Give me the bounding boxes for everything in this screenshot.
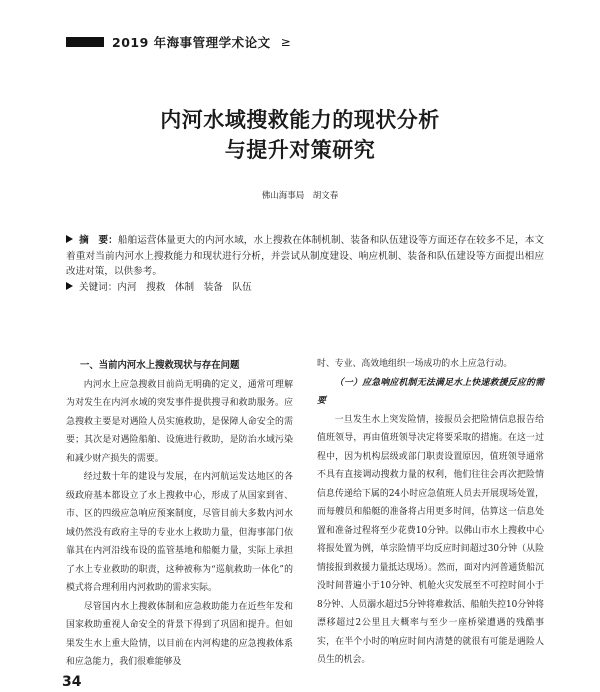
header-bar-decoration — [66, 37, 104, 47]
keywords-text: 内河 搜救 体制 装备 队伍 — [117, 281, 252, 293]
running-header-mark: ≥ — [280, 35, 291, 49]
abstract-paragraph — [66, 233, 544, 280]
body-paragraph: 内河水上应急搜救目前尚无明确的定义，通常可理解为对发生在内河水域的突发事件提供搜寻和救助服务。应急搜救主要是对遇险人员实施救助，是保障人命安全的需要；其次是对遇险船舶、设施进行救助，是防治水域污染和减少财产损失的需要。 — [66, 379, 293, 464]
page-number: 34 — [62, 674, 82, 690]
running-header — [66, 33, 291, 51]
running-header-text: 2019 年海事管理学术论文 — [112, 35, 271, 50]
body-paragraph: 经过数十年的建设与发展，在内河航运发达地区的各级政府基本都设立了水上搜救中心，形成了从国家到省、市、区的四级应急响应预案制度，尽管目前大多数内河水域仍然没有政府主导的专业水上救助力量，但海事部门依靠其在内河沿线布设的监管基地和船艇力量，实际上承担了水上专业救助的职责，这种被称为“巡航救助一体化”的模式将合理利用内河救助的需求实际。 — [66, 472, 293, 593]
left-column — [66, 357, 293, 672]
abstract-block — [66, 233, 544, 295]
abstract-text: 船舶运营体量更大的内河水域，水上搜救在体制机制、装备和队伍建设等方面还存在较多不足，本文着重对当前内河水上搜救能力和现状进行分析，并尝试从制度建设、响应机制、装备和队伍建设等方面提出相应改进对策，以供参考。 — [66, 235, 544, 277]
bullet-triangle-icon — [66, 235, 73, 243]
right-column — [317, 355, 544, 670]
author-line: 佛山海事局 胡文春 — [261, 191, 339, 201]
bullet-triangle-icon — [66, 282, 73, 290]
subsection-heading: （一）应急响应机制无法满足水上快速救援反应的需要 — [317, 377, 544, 406]
body-paragraph-continued: 时、专业、高效地组织一场成功的水上应急行动。 — [317, 359, 513, 369]
keywords-label: 关键词： — [79, 281, 118, 293]
body-paragraph: 一旦发生水上突发险情，接报员会把险情信息报告给值班领导，再由值班领导决定将要采取的措施。在这一过程中，因为机构层级或部门职责设置原因，值班领导通常不具有直接调动搜救力量的权利，他们往往会再次把险情信息传递给下属的24小时应急值班人员去开展现场处置，而每艘员和船艇的准备将占用更多时间，估算这一信息处置和准备过程将至少花费10分钟。以佛山市水上搜救中心将报处置为例，单宗险情平均反应时间超过30分钟（从险情接报到救援力量抵达现场）。然而，面对内河普通货船沉没时间普遍小于10分钟、机舱火灾发展至不可控时间小于8分钟、人员溺水超过5分钟将难救活、船舶失控10分钟将漂移超过2公里且大概率与至少一座桥梁遭遇的残酷事实，在半个小时的响应时间内清楚的就很有可能是遇险人员生的机会。 — [317, 414, 544, 665]
section-heading: 一、当前内河水上搜救现状与存在问题 — [80, 360, 240, 371]
keywords-line — [66, 280, 544, 296]
body-paragraph: 尽管国内水上搜救体制和应急救助能力在近些年发和国家救助重视人命安全的背景下得到了巩固和提升。但如果发生水上重大险情，以目前在内河构建的应急搜救体系和应急能力，我们很难能够及 — [66, 601, 293, 667]
title-line-2: 与提升对策研究 — [224, 138, 376, 162]
article-title — [0, 105, 600, 165]
abstract-label: 摘 要： — [79, 235, 118, 246]
title-line-1: 内河水域搜救能力的现状分析 — [160, 108, 440, 132]
